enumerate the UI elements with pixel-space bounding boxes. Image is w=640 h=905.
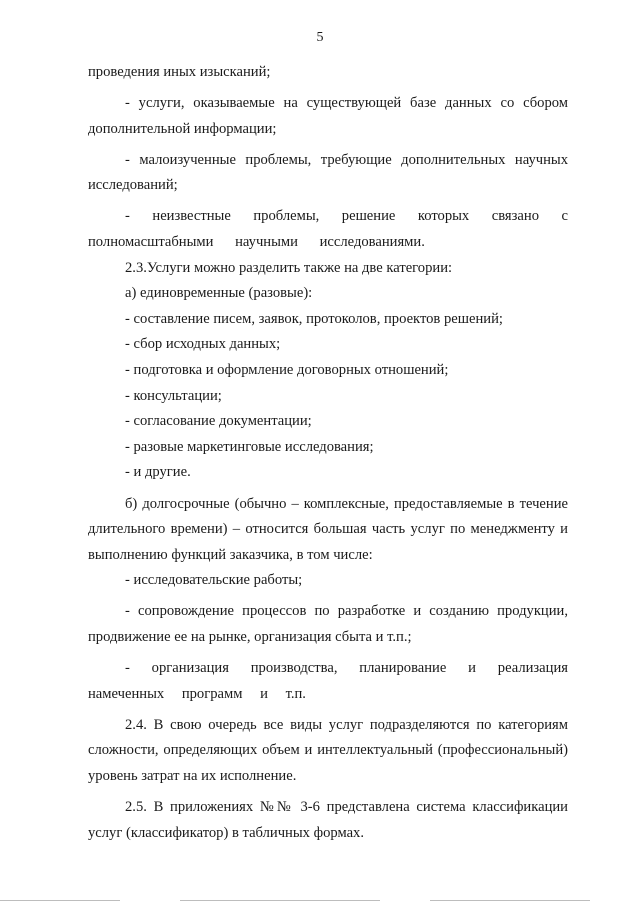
paragraph: - неизвестные проблемы, решение которых связано с полномасштабными научными исследованиями. [88, 208, 568, 251]
paragraph: 2.4. В свою очередь все виды услуг подразделяются по категориям сложности, определяющих объем и интеллектуальный (профессиональный) уровень затрат на их исполнение. [88, 716, 568, 784]
list-item: - и другие. [125, 464, 191, 481]
list-item: - сопровождение процессов по разработке и созданию продукции, продвижение ее на рынке, организация сбыта и т.п.; [88, 603, 568, 645]
list-item: - составление писем, заявок, протоколов, проектов решений; [125, 310, 503, 327]
list-item: - консультации; [125, 387, 222, 404]
document-body [88, 60, 568, 846]
paragraph: - малоизученные проблемы, требующие дополнительных научных исследований; [88, 151, 568, 194]
paragraph: - услуги, оказываемые на существующей базе данных со сбором дополнительной информации; [88, 95, 568, 137]
list-item: - сбор исходных данных; [125, 336, 281, 353]
list-item: - организация производства, планирование и реализация намеченных программ и т.п. [88, 660, 568, 702]
list-item: - согласование документации; [125, 413, 312, 430]
paragraph: 2.5. В приложениях №№ 3-6 представлена система классификации услуг (классификатор) в табличных формах. [88, 799, 568, 841]
bottom-scan-line [0, 900, 120, 901]
paragraph: проведения иных изысканий; [88, 64, 271, 80]
bottom-scan-line [430, 900, 590, 901]
list-item: - подготовка и оформление договорных отношений; [125, 362, 449, 379]
list-item: а) единовременные (разовые): [125, 285, 313, 302]
page-number: 5 [316, 30, 324, 45]
paragraph: б) долгосрочные (обычно – комплексные, предоставляемые в течение длительного времени) – относится большая часть услуг по менеджменту и выполнению функций заказчика, в том числе: [88, 495, 568, 563]
paragraph: 2.3.Услуги можно разделить также на две категории: [125, 259, 453, 276]
list-item: - разовые маркетинговые исследования; [125, 438, 374, 455]
list-item: - исследовательские работы; [125, 572, 303, 589]
bottom-scan-line [180, 900, 380, 901]
